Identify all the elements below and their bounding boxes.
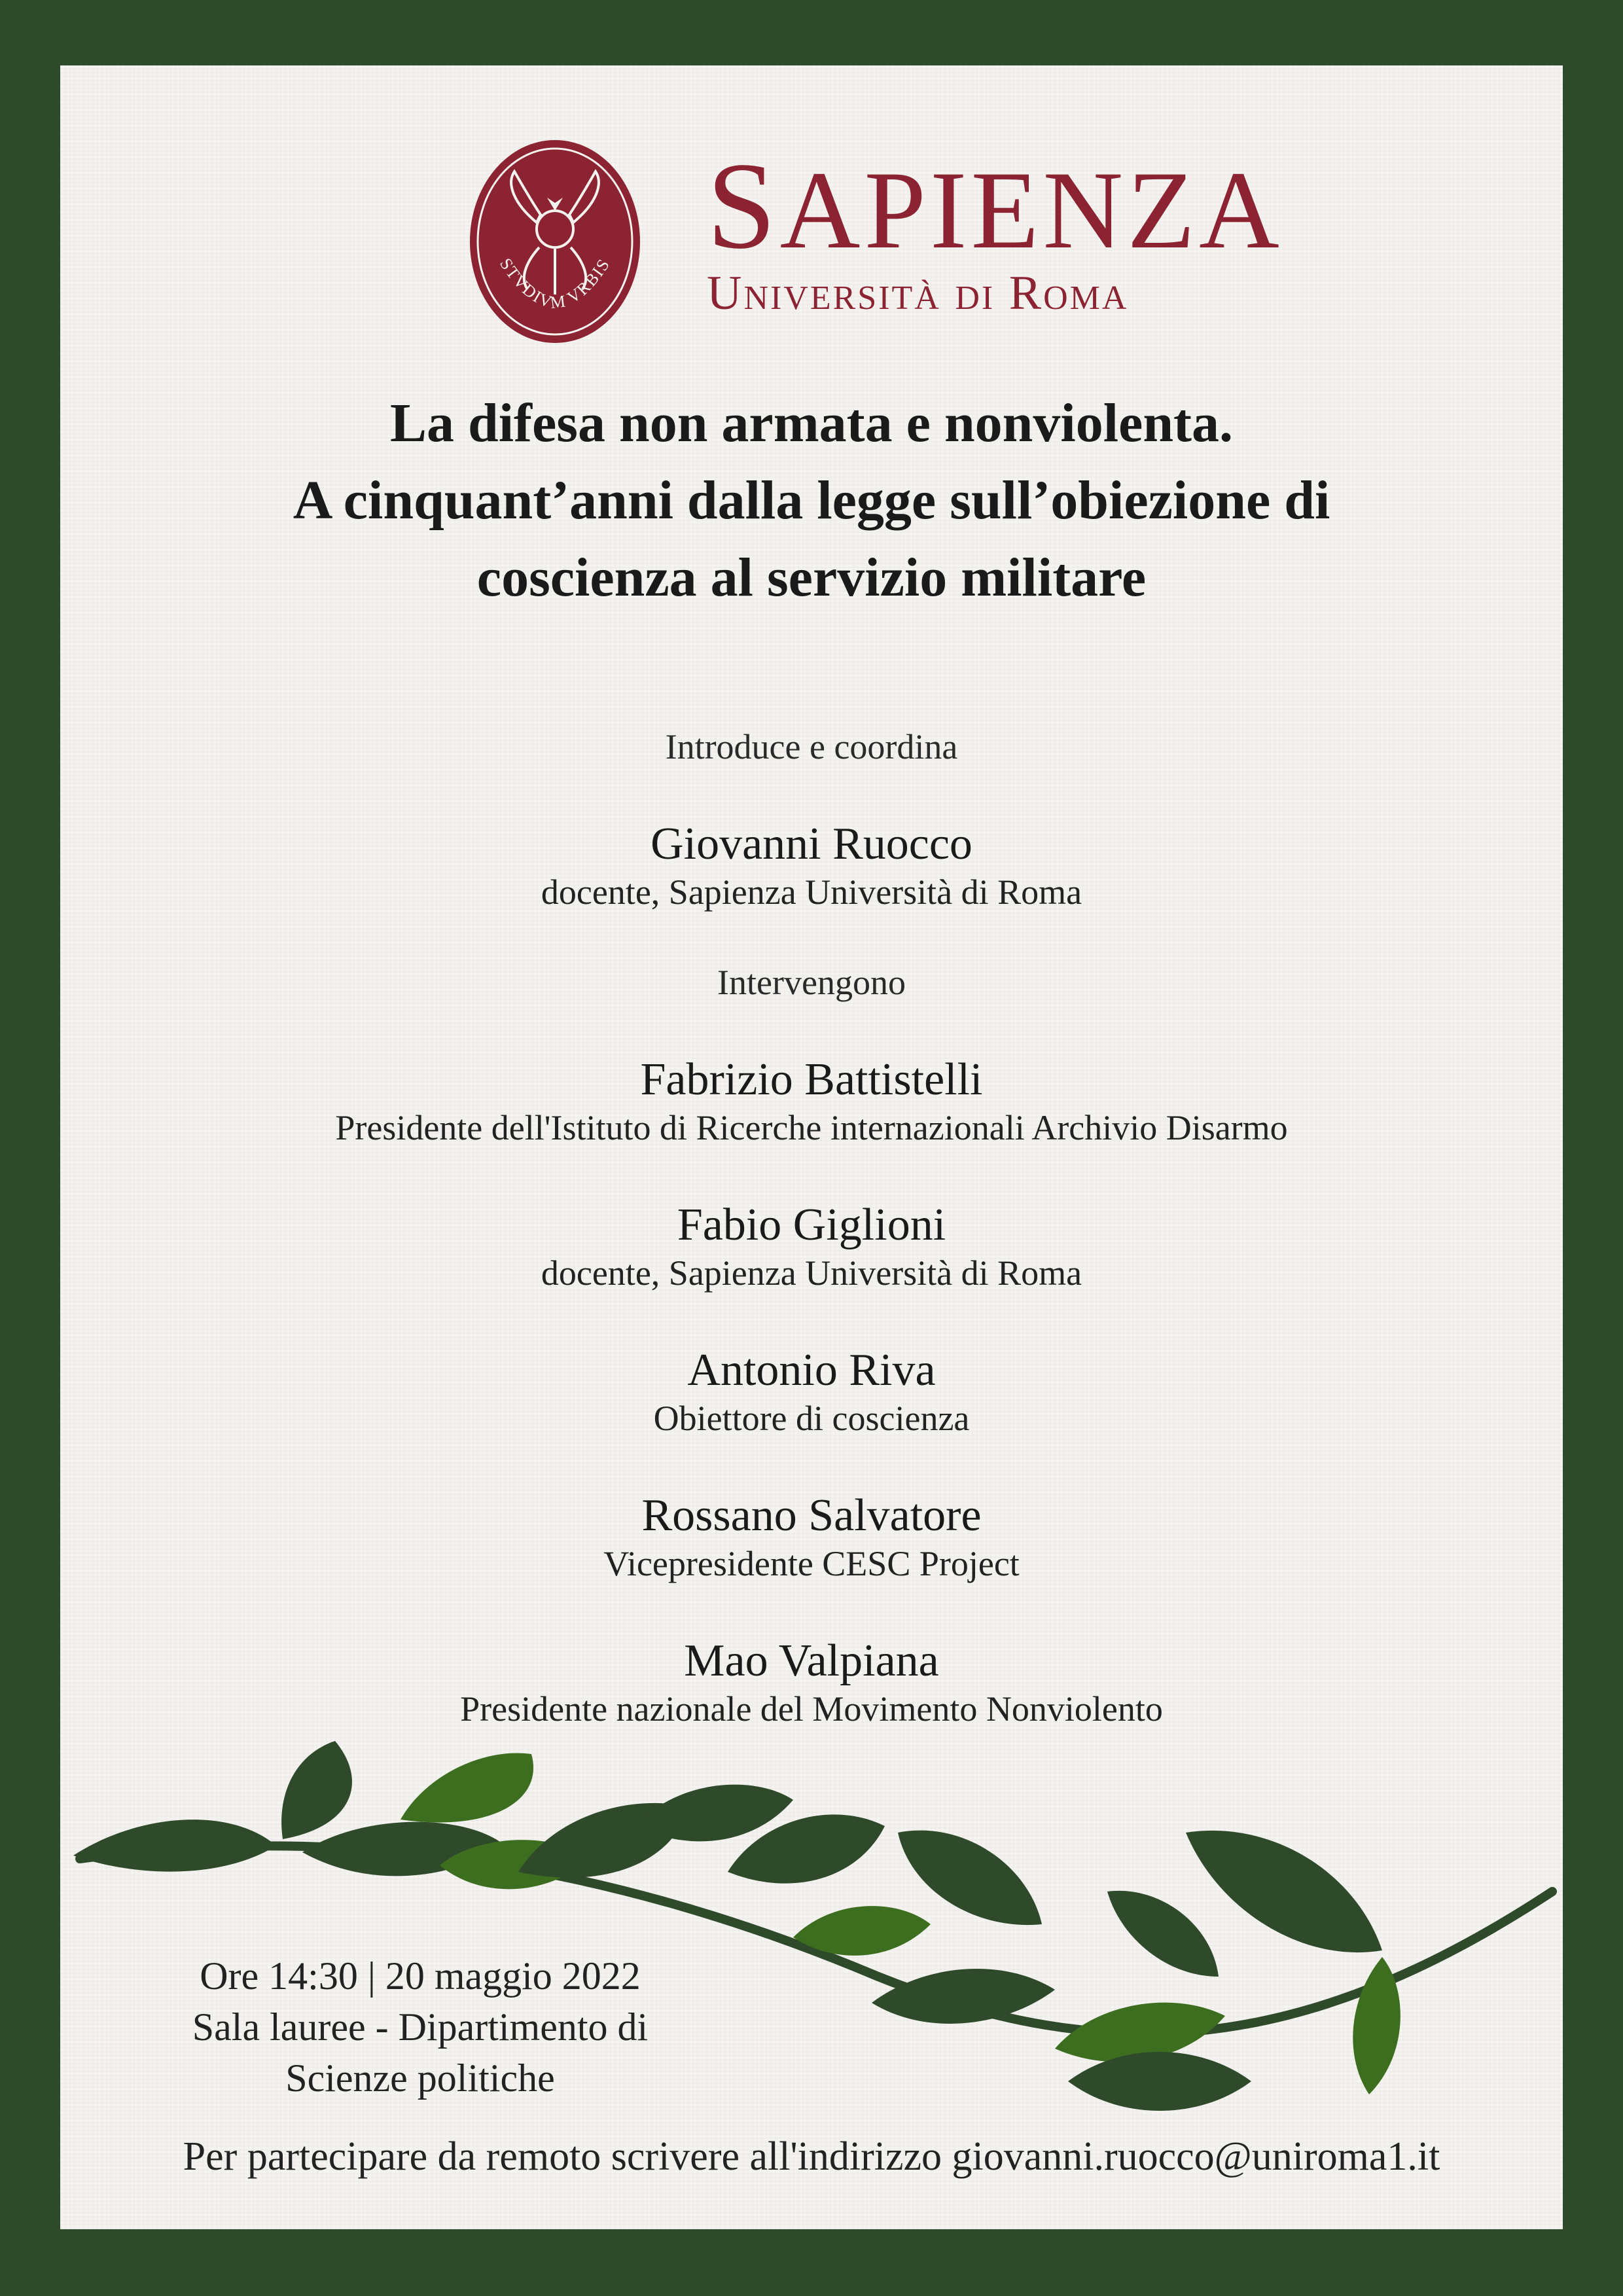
speaker-role: docente, Sapienza Università di Roma [541, 1253, 1082, 1293]
university-subname: Università di Roma [707, 266, 1129, 320]
title-line-1: La difesa non armata e nonviolenta. [389, 393, 1234, 454]
speaker-4 [60, 1490, 1563, 1585]
speaker-3 [60, 1344, 1563, 1440]
university-name-rest: APIENZA [779, 149, 1283, 272]
university-name [707, 137, 1283, 275]
speaker-role: Vicepresidente CESC Project [603, 1544, 1020, 1583]
speaker-role: Obiettore di coscienza [653, 1399, 970, 1438]
seal-motto: STVDIVM VRBIS [496, 255, 614, 313]
speaker-role: Presidente dell'Istituto di Ricerche internazionali Archivio Disarmo [335, 1108, 1288, 1147]
remote-participation-note: Per partecipare da remoto scrivere all'indirizzo giovanni.ruocco@uniroma1.it [183, 2134, 1440, 2179]
poster-sheet [60, 65, 1563, 2229]
event-title [60, 385, 1563, 617]
title-line-3: coscienza al servizio militare [476, 547, 1147, 608]
speaker-1 [60, 1054, 1563, 1149]
university-wordmark [707, 137, 1283, 320]
speaker-role: Presidente nazionale del Movimento Nonviolento [460, 1689, 1163, 1729]
event-place-line-2: Scienze politiche [285, 2056, 555, 2100]
event-place-line-1: Sala lauree - Dipartimento di [192, 2005, 649, 2049]
speaker-2 [60, 1199, 1563, 1295]
moderator-role: docente, Sapienza Università di Roma [541, 872, 1082, 912]
event-datetime: Ore 14:30 | 20 maggio 2022 [200, 1954, 641, 1998]
olive-branch-illustration [60, 1715, 1563, 2173]
speaker-name: Fabrizio Battistelli [640, 1054, 983, 1105]
speaker-name: Mao Valpiana [684, 1636, 939, 1686]
speakers-label: Intervengono [717, 963, 906, 1002]
speaker-name: Rossano Salvatore [641, 1490, 982, 1541]
sapienza-seal-logo [467, 137, 643, 346]
university-name-initial: S [707, 137, 780, 275]
speaker-name: Antonio Riva [687, 1345, 936, 1395]
moderator-name: Giovanni Ruocco [651, 819, 972, 869]
event-details [132, 1950, 708, 2104]
title-line-2: A cinquant’anni dalla legge sull’obiezione di [293, 470, 1330, 531]
moderator-label: Introduce e coordina [665, 727, 958, 766]
speaker-name: Fabio Giglioni [677, 1200, 946, 1250]
moderator-block [60, 818, 1563, 914]
